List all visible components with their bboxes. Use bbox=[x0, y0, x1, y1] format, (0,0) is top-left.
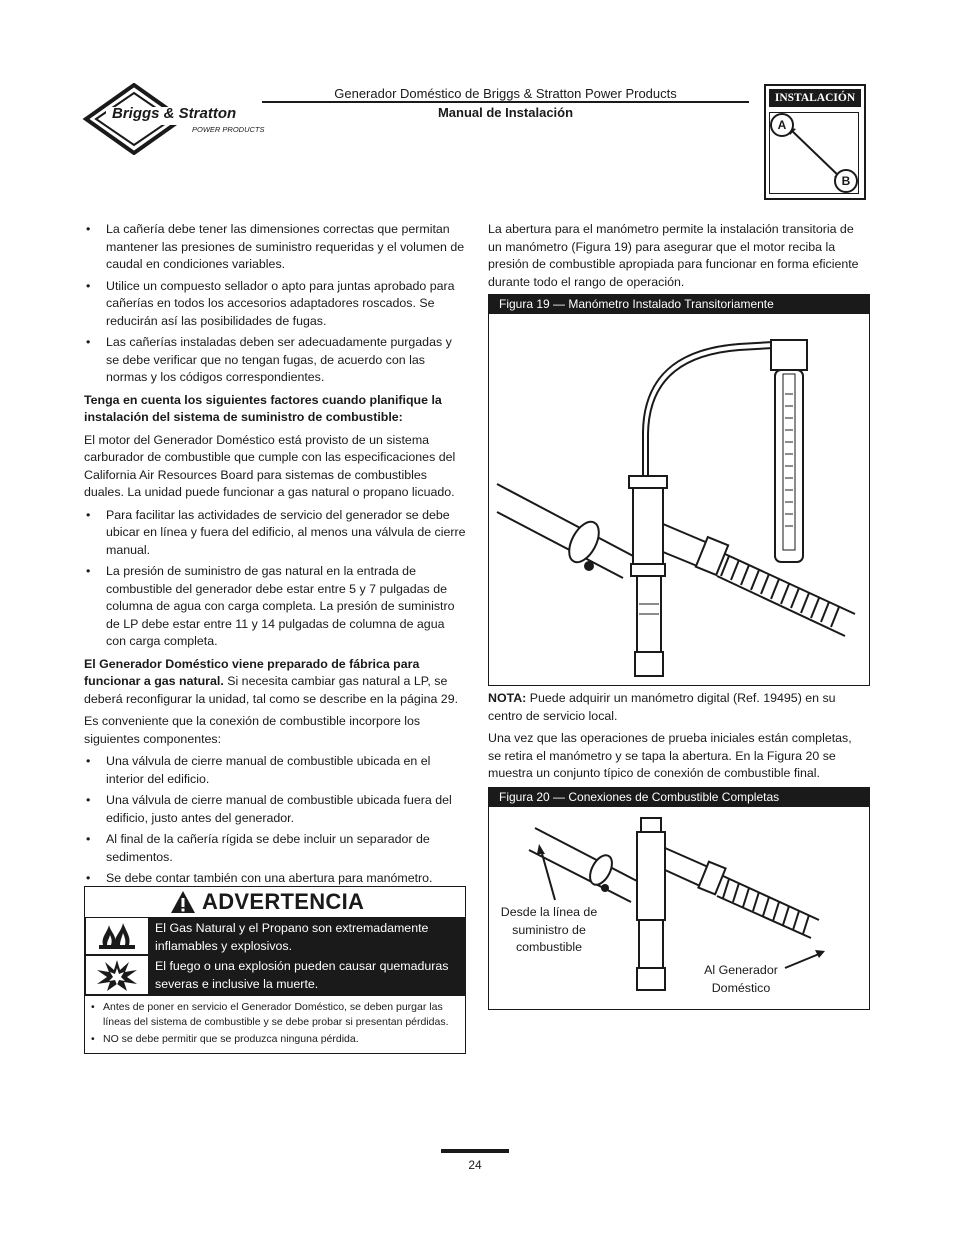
badge-diagram bbox=[769, 112, 859, 194]
fig20-generator-label: Al Generador Doméstico bbox=[704, 963, 778, 995]
list-item: • NO se debe permitir que se produzca ninguna pérdida. bbox=[89, 1032, 461, 1047]
figure-19-caption: Figura 19 — Manómetro Instalado Transitoriamente bbox=[489, 295, 869, 314]
list-item: • Utilice un compuesto sellador o apto para juntas aprobado para cañerías en todos los accesorios adaptadores roscados. Se reducirán así las posibilidades de fugas. bbox=[84, 278, 466, 331]
warning-row-fire bbox=[85, 917, 465, 955]
list-item: • Al final de la cañería rígida se debe incluir un separador de sedimentos. bbox=[84, 831, 466, 866]
header-rule bbox=[262, 101, 749, 103]
figure-20-caption: Figura 20 — Conexiones de Combustible Completas bbox=[489, 788, 869, 807]
briggs-logo bbox=[82, 83, 265, 155]
note-paragraph bbox=[488, 690, 868, 725]
warning-triangle-icon bbox=[170, 890, 196, 914]
warning-list bbox=[85, 995, 465, 1053]
list-item: • Se debe contar también con una abertura para manómetro. bbox=[84, 870, 466, 888]
manometer-illustration-icon bbox=[489, 314, 869, 684]
fire-icon bbox=[85, 917, 149, 955]
warning-header bbox=[85, 887, 465, 917]
warning-title: ADVERTENCIA bbox=[202, 889, 365, 914]
paragraph: Es conveniente que la conexión de combustible incorpore los siguientes componentes: bbox=[84, 714, 421, 746]
list-item: • La cañería debe tener las dimensiones correctas que permitan mantener las presiones de suministro requeridas y el volumen de caudal en condiciones variables. bbox=[84, 221, 466, 274]
list-item: • Para facilitar las actividades de servicio del generador se debe ubicar en línea y fuera del edificio, al menos una válvula de cierre manual. bbox=[84, 507, 466, 560]
header-title: Generador Doméstico de Briggs & Stratton Power Products bbox=[334, 86, 677, 101]
paragraph: La abertura para el manómetro permite la instalación transitoria de un manómetro (Figura 19) para asegurar que el motor reciba la presión de combustible apropiada para funcionar en forma eficiente durante todo el rango de operación. bbox=[488, 222, 859, 289]
paragraph-rest: Si necesita cambiar gas natural a LP, se deberá reconfigurar la unidad, tal como se describe en la página 29. bbox=[84, 674, 459, 706]
bullet-list-3 bbox=[84, 753, 466, 888]
list-item: • Antes de poner en servicio el Generador Doméstico, se deben purgar las líneas del sistema de combustible y se debe probar si presentan pérdidas. bbox=[89, 1000, 461, 1030]
left-column bbox=[84, 221, 466, 893]
bullet-list-1 bbox=[84, 221, 466, 387]
right-column-mid bbox=[488, 690, 868, 788]
bold-lead: El Generador Doméstico viene preparado de fábrica para funcionar a gas natural. bbox=[84, 656, 420, 688]
installation-badge bbox=[764, 84, 866, 200]
warning-text-2: El fuego o una explosión pueden causar quemaduras severas e inclusive la muerte. bbox=[155, 959, 449, 991]
figure-19 bbox=[488, 294, 870, 686]
list-item: • Las cañerías instaladas deben ser adecuadamente purgadas y se debe verificar que no tengan fugas, de acuerdo con las normas y los códigos correspondientes. bbox=[84, 334, 466, 387]
badge-title: INSTALACIÓN bbox=[769, 89, 861, 107]
logo-sub-text: POWER PRODUCTS bbox=[192, 125, 265, 134]
right-column-intro bbox=[488, 221, 868, 296]
logo-brand-text: Briggs & Stratton bbox=[112, 105, 237, 122]
figure-20 bbox=[488, 787, 870, 1010]
warning-box bbox=[84, 886, 466, 1054]
header-subtitle: Manual de Instalación bbox=[437, 105, 574, 120]
explosion-icon bbox=[85, 955, 149, 995]
warning-text-1: El Gas Natural y el Propano son extremadamente inflamables y explosivos. bbox=[155, 921, 429, 953]
page-number-bar bbox=[441, 1149, 509, 1153]
list-item: • La presión de suministro de gas natural en la entrada de combustible del generador debe estar entre 5 y 7 pulgadas de columna de agua con carga completa. La presión de suministro de LP debe estar entre 11 y 14 pulgadas de columna de agua con carga completa. bbox=[84, 563, 466, 651]
paragraph: Una vez que las operaciones de prueba iniciales están completas, se retira el manómetro y se tapa la abertura. En la Figura 20 se muestra un conjunto típico de conexión de combustible final. bbox=[488, 731, 852, 780]
list-item: • Una válvula de cierre manual de combustible ubicada en el interior del edificio. bbox=[84, 753, 466, 788]
warning-row-explosion bbox=[85, 955, 465, 995]
paragraph bbox=[84, 656, 466, 709]
fig20-supply-label: Desde la línea de suministro de combustible bbox=[500, 905, 598, 954]
note-text: Puede adquirir un manómetro digital (Ref. 19495) en su centro de servicio local. bbox=[488, 691, 836, 723]
badge-b: B bbox=[834, 169, 858, 193]
list-item: • Una válvula de cierre manual de combustible ubicada fuera del edificio, justo antes del generador. bbox=[84, 792, 466, 827]
badge-a: A bbox=[770, 113, 794, 137]
page-number: 24 bbox=[468, 1158, 482, 1172]
paragraph: El motor del Generador Doméstico está provisto de un sistema carburador de combustible que cumple con las especificaciones del California Air Resources Board para sistemas de combustibles duales. La unidad puede funcionar a gas natural o propano licuado. bbox=[84, 432, 456, 499]
note-label: NOTA: bbox=[488, 691, 527, 705]
section-heading: Tenga en cuenta los siguientes factores cuando planifique la instalación del sistema de suministro de combustible: bbox=[84, 392, 442, 424]
bullet-list-2 bbox=[84, 507, 466, 651]
